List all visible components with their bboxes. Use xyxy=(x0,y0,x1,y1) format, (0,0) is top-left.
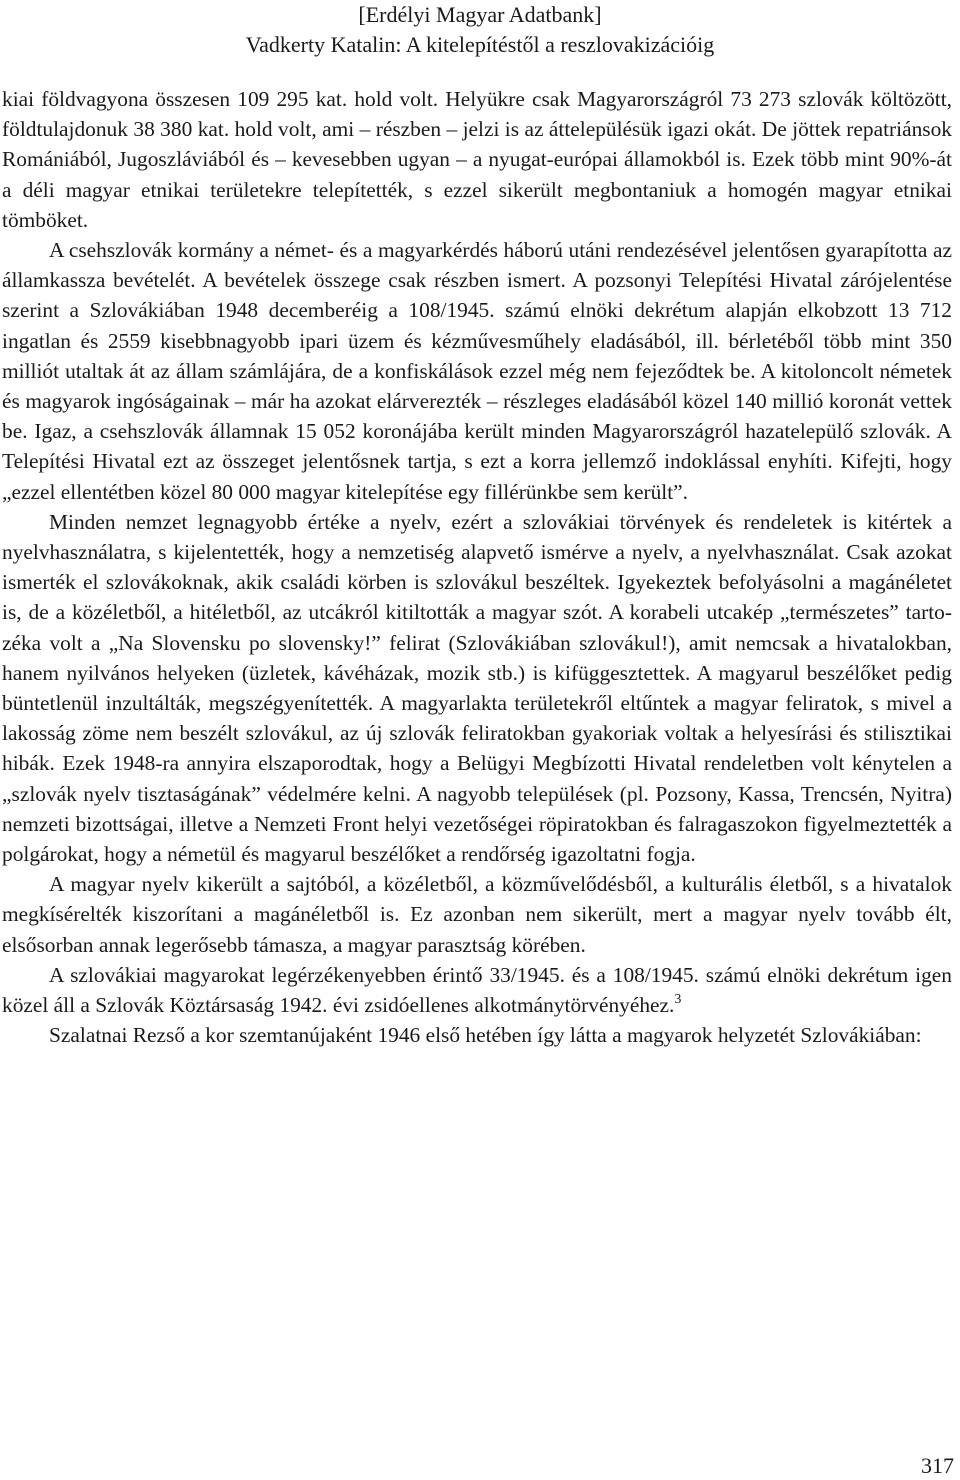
paragraph-1: kiai földvagyona összesen 109 295 kat. hold volt. Helyükre csak Magyarországról 73 273 szlovák költözött, földtulajdonuk 38 380 kat. hold volt, ami – részben – jelzi is az áttelepülésük igazi okát. De jöttek repatriánsok Romániából, Jugoszláviából és – kevesebben ugyan – a nyugat-európai államokból is. Ezek több mint 90%-át a déli magyar etnikai területekre telepítették, s ezzel sikerült megbontaniuk a homogén magyar etnikai tömböket. xyxy=(2,87,952,232)
running-header xyxy=(0,0,960,60)
header-title: Vadkerty Katalin: A kitelepítéstől a reszlovakizációig xyxy=(245,32,715,57)
paragraph-3: Minden nemzet legnagyobb értéke a nyelv, ezért a szlovákiai törvények és rendeletek is kitértek a nyelvhasználatra, s kijelentették, hogy a nemzetiség alapvető ismérve a nyelv, a nyelvhasználat. Csak azokat ismerték el szlovákoknak, akik családi körben is szlovákul beszéltek. Igyekeztek befolyásolni a magánéletet is, de a közéletből, a hitéletből, az utcákról kitiltották a magyar szót. A korabeli utcakép „természetes” tartozéka volt a „Na Slovensku po slovensky!” felirat (Szlovákiában szlovákul!), amit nemcsak a hivatalokban, hanem nyilvános helyeken (üzletek, kávéházak, mozik stb.) is kifüggesztettek. A magyarul beszélőket pedig büntetlenül inzultálták, megszégyenítették. A magyarlakta területekről eltűntek a magyar feliratok, s mivel a lakosság zöme nem beszélt szlovákul, az új szlovák feliratokban gyakoriak voltak a helyesírási és stilisztikai hibák. Ezek 1948-ra annyira elszaporodtak, hogy a Belügyi Megbízotti Hivatal rendeletben volt kénytelen a „szlovák nyelv tisztaságának” védelmére kelni. A nagyobb települések (pl. Pozsony, Kassa, Trencsén, Nyitra) nemzeti bizottságai, illetve a Nemzeti Front helyi vezetőségei röpiratokban és falragaszokon figyelmeztették a polgárokat, hogy a németül és magyarul beszélőket a rendőrség igazoltatni fogja. xyxy=(2,509,952,867)
paragraph-5 xyxy=(2,960,952,1020)
page-number: 317 xyxy=(921,1453,954,1478)
paragraph-4: A magyar nyelv kikerült a sajtóból, a közéletből, a közművelődésből, a kulturális életből, s a hivatalok megkísérelték kiszorítani a magánéletből is. Ez azonban nem sikerült, mert a magyar nyelv tovább élt, elsősorban annak legerősebb támasza, a magyar parasztság körében. xyxy=(2,872,952,957)
page-body xyxy=(2,84,952,1051)
paragraph-6: Szalatnai Rezső a kor szemtanújaként 1946 első hetében így látta a magyarok helyzetét Szlovákiában: xyxy=(49,1023,922,1048)
header-source: [Erdélyi Magyar Adatbank] xyxy=(358,2,602,27)
paragraph-5-text: A szlovákiai magyarokat legérzékenyebben érintő 33/1945. és a 108/1945. számú elnöki dekrétum igen közel áll a Szlovák Köztársaság 1942. évi zsidóellenes alkotmánytörvényéhez. xyxy=(2,962,952,1018)
paragraph-2: A csehszlovák kormány a német- és a magyarkérdés háború utáni rendezésével jelentősen gyarapította az államkassza bevételét. A bevételek összege csak részben ismert. A pozsonyi Telepítési Hivatal zárójelentése szerint a Szlovákiában 1948 decemberéig a 108/1945. számú elnöki dekrétum alapján elkobzott 13 712 ingatlan és 2559 kisebbnagyobb ipari üzem és kézművesműhely eladásából, ill. bérletéből több mint 350 milliót utaltak át az állam számlájára, de a konfiskálások ezzel még nem fejeződtek be. A kitoloncolt németek és magyarok ingóságainak – már ha azokat elárverezték – részleges eladásából közel 140 millió koronát vettek be. Igaz, a csehszlovák államnak 15 052 koronájába került minden Magyarországról hazatelepülő szlovák. A Telepítési Hivatal ezt az összeget jelentősnek tartja, s ezt a korra jellemző indoklással enyhíti. Kifejti, hogy „ezzel ellentétben közel 80 000 magyar kitelepítése egy fillérünkbe sem került”. xyxy=(2,238,952,504)
footnote-marker: 3 xyxy=(674,992,682,1008)
